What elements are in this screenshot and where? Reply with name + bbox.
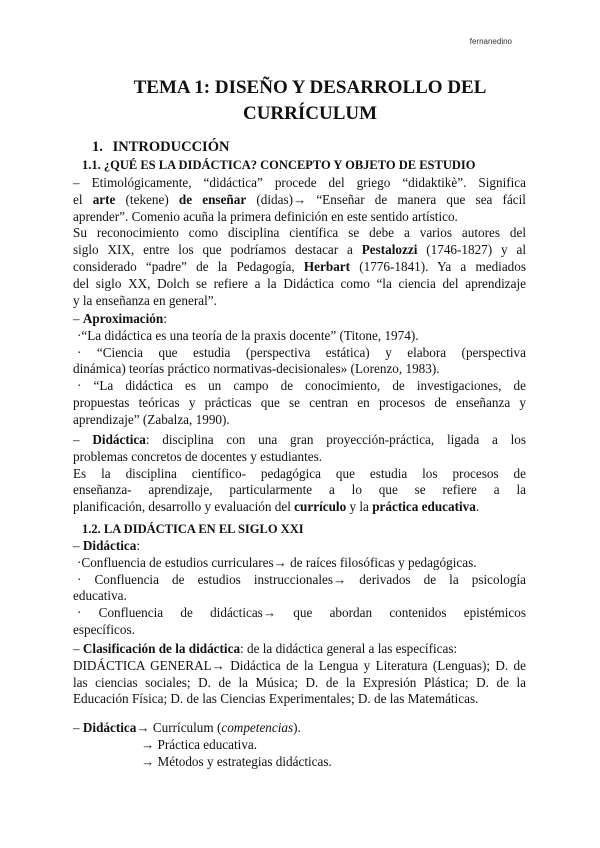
paragraph-etimologia — [73, 175, 526, 309]
text-line: siglo XIX, entre los que podríamos destacar a Pestalozzi (1746-1827) y al — [73, 242, 526, 258]
bullet-instruccionales-line: · Confluencia de estudios instruccionales→ derivados de la psicología — [77, 571, 526, 587]
text-line: – Etimológicamente, “didáctica” procede del griego “didaktikè”. Significa — [73, 175, 526, 190]
quote-zabalza-line: propuestas teóricas y prácticas que se centran en procesos de enseñanza y — [73, 394, 526, 410]
section-heading-introduccion — [92, 139, 229, 156]
text-line: Educación Física; D. de las Ciencias Experimentales; D. de las Matemáticas. — [73, 691, 479, 707]
bullet-curriculares: ·Confluencia de estudios curriculares→ de raíces filosóficas y pedagógicas. — [77, 554, 477, 570]
text-line: Es la disciplina científico- pedagógica que estudia los procesos de — [73, 465, 526, 481]
page-title — [60, 75, 560, 127]
aproximacion-heading: – Aproximación: — [73, 311, 167, 326]
text-line: del siglo XX, Dolch se refiere a la Didáctica como “la ciencia del aprendizaje — [73, 275, 526, 291]
subsection-heading-1-1: 1.1. ¿QUÉ ES LA DIDÁCTICA? CONCEPTO Y OBJETO DE ESTUDIO — [82, 158, 476, 172]
text-line: planificación, desarrollo y evaluación del currículo y la práctica educativa. — [73, 499, 480, 515]
text-line: – Didáctica→ Currículum (competencias). — [73, 720, 301, 735]
text-line: enseñanza- aprendizaje, particularmente a lo que se refiere a la — [73, 482, 526, 498]
paragraph-clasificacion — [73, 641, 526, 708]
text-line: → Métodos y estrategias didácticas. — [141, 753, 332, 769]
paragraph-didactica-final — [73, 720, 526, 770]
text-line: – Clasificación de la didáctica: de la didáctica general a las específicas: — [73, 641, 458, 656]
quote-titone: ·“La didáctica es una teoría de la praxis docente” (Titone, 1974). — [77, 327, 419, 343]
paragraph-aproximacion — [73, 311, 526, 429]
text-line: problemas concretos de docentes y estudiantes. — [73, 448, 323, 464]
quote-zabalza-line: · “La didáctica es un campo de conocimiento, de investigaciones, de — [77, 378, 526, 394]
title-line-2: CURRÍCULUM — [242, 103, 378, 124]
text-line: las ciencias sociales; D. de la Música; D. de la Expresión Plástica; D. de la — [73, 674, 526, 690]
text-line: Su reconocimiento como disciplina científica se debe a varios autores del — [73, 225, 526, 241]
section-number: 1. — [92, 139, 103, 155]
paragraph-didactica — [73, 432, 526, 516]
paragraph-siglo-xxi — [73, 538, 526, 639]
bullet-didacticas-line: específicos. — [73, 621, 135, 637]
text-line: DIDÁCTICA GENERAL→ Didáctica de la Lengua y Literatura (Lenguas); D. de — [73, 657, 526, 673]
title-line-1: TEMA 1: DISEÑO Y DESARROLLO DEL — [133, 77, 487, 98]
text-line: el arte (tekene) de enseñar (didas)→ “Enseñar de manera que sea fácil — [73, 191, 526, 207]
quote-lorenzo-line: dinámica) teorías práctico normativas-decisionales» (Lorenzo, 1983). — [73, 361, 440, 377]
text-line: y la enseñanza en general”. — [73, 292, 217, 308]
didactica-heading: – Didáctica: — [73, 538, 141, 553]
text-line: – Didáctica: disciplina con una gran proyección-práctica, ligada a los — [73, 432, 526, 447]
text-line: → Práctica educativa. — [141, 736, 258, 752]
author-header: fernanedino — [469, 37, 512, 46]
quote-zabalza-line: aprendizaje” (Zabalza, 1990). — [73, 411, 230, 427]
text-line: aprender”. Comenio acuña la primera definición en este sentido artístico. — [73, 208, 458, 224]
section-label: INTRODUCCIÓN — [112, 139, 230, 155]
text-line: considerado “padre” de la Pedagogía, Herbart (1776-1841). Ya a mediados — [73, 258, 526, 274]
subsection-heading-1-2: 1.2. LA DIDÁCTICA EN EL SIGLO XXI — [82, 522, 304, 536]
bullet-didacticas-line: · Confluencia de didácticas→ que abordan contenidos epistémicos — [77, 605, 526, 621]
bullet-instruccionales-line: educativa. — [73, 588, 127, 604]
quote-lorenzo-line: · “Ciencia que estudia (perspectiva estática) y elabora (perspectiva — [77, 344, 526, 360]
